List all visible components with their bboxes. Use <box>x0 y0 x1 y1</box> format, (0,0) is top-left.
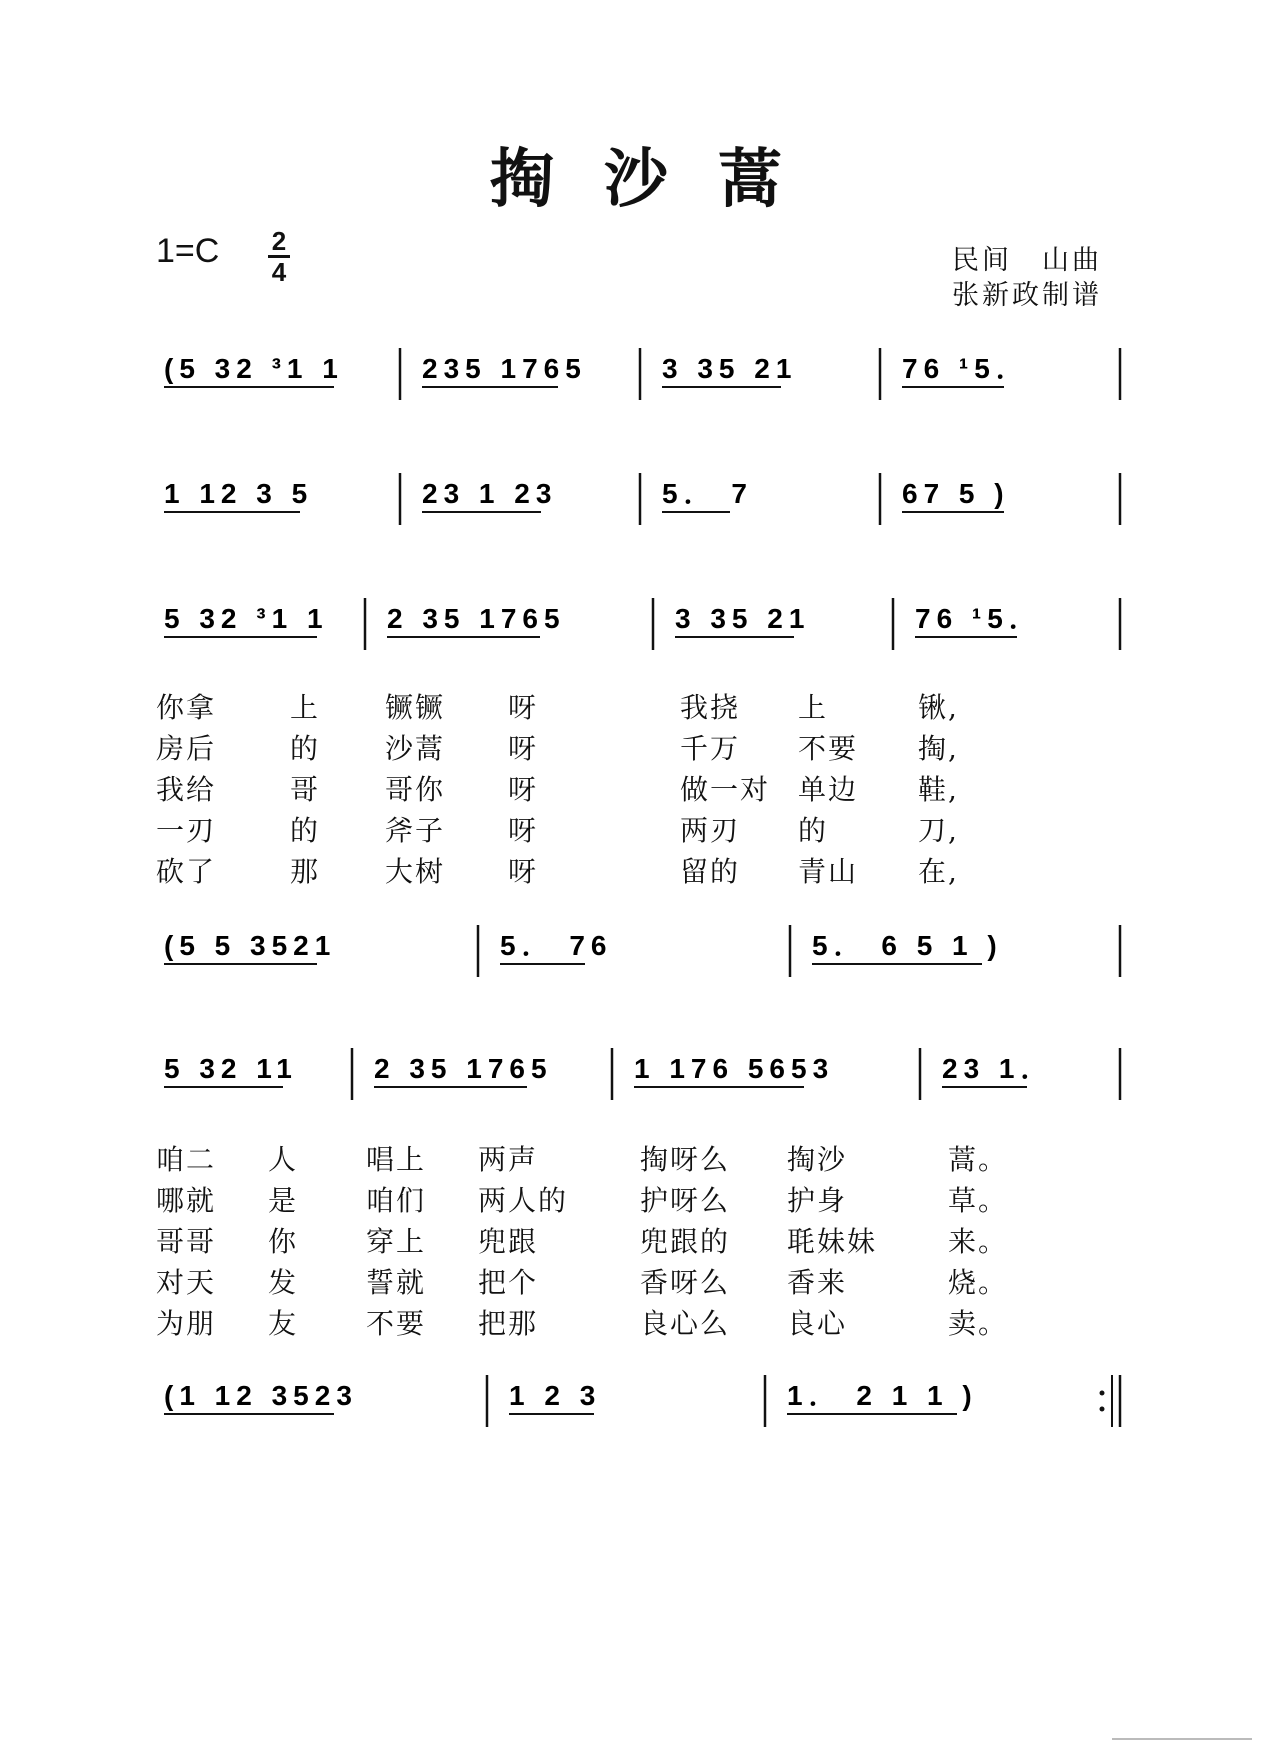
score-system <box>164 348 1120 400</box>
lyric-word-a: 刀, <box>918 814 959 847</box>
credit-origin: 民间 山曲 <box>952 245 1102 276</box>
lyric-word-a: 的 <box>290 814 321 847</box>
lyric-word-a: 镢镢 <box>385 691 446 724</box>
lyric-word-a: 哥你 <box>385 773 446 806</box>
lyric-word-a: 留的 <box>680 855 741 888</box>
lyric-word-a: 呀 <box>508 855 539 888</box>
measure-notes: 1． 2 1 1 ) <box>787 1380 978 1411</box>
lyric-word-b: 香来 <box>787 1266 848 1299</box>
lyric-word-b: 来。 <box>948 1225 1009 1258</box>
lyric-word-a: 上 <box>798 691 829 724</box>
lyric-word-b: 咱二 <box>156 1143 217 1176</box>
measure-notes: 23 1． <box>942 1053 1055 1084</box>
lyric-word-b: 为朋 <box>156 1307 217 1340</box>
credit-arranger: 张新政制谱 <box>952 280 1102 311</box>
lyric-word-b: 兜跟的 <box>640 1225 731 1258</box>
lyric-word-a: 做一对 <box>680 773 771 806</box>
time-signature-bottom: 4 <box>271 257 287 287</box>
lyric-word-b: 誓就 <box>366 1266 427 1299</box>
measure-notes: 5 32 ³1 1 <box>164 603 329 634</box>
measure-notes: 5． 7 <box>662 478 753 509</box>
lyric-word-a: 的 <box>290 732 321 765</box>
lyric-word-b: 掏呀么 <box>640 1143 731 1176</box>
measure-notes: 23 1 23 <box>422 478 558 509</box>
measure-notes: 5 32 11 <box>164 1053 298 1084</box>
lyric-word-b: 蒿。 <box>948 1143 1009 1176</box>
lyric-word-a: 斧子 <box>385 814 446 847</box>
song-title: 掏沙蒿 <box>490 142 832 217</box>
repeat-dot <box>1100 1407 1105 1412</box>
measure-notes: 1 176 5653 <box>634 1053 835 1084</box>
lyric-word-a: 不要 <box>798 732 859 765</box>
lyric-word-b: 是 <box>268 1184 299 1217</box>
lyric-word-b: 护呀么 <box>640 1184 731 1217</box>
lyric-word-a: 在, <box>918 855 959 888</box>
lyric-word-a: 哥 <box>290 773 321 806</box>
lyric-word-b: 对天 <box>156 1266 217 1299</box>
lyric-word-b: 人 <box>268 1143 299 1176</box>
lyric-word-b: 友 <box>268 1307 299 1340</box>
measure-notes: 3 35 21 <box>662 353 798 384</box>
lyric-word-b: 良心么 <box>640 1307 731 1340</box>
measure-notes: (1 12 3523 <box>164 1380 358 1411</box>
measure-notes: 5． 76 <box>500 930 613 961</box>
score-system <box>164 925 1120 977</box>
lyric-word-a: 我给 <box>156 773 217 806</box>
score-system <box>164 473 1120 525</box>
lyric-word-a: 青山 <box>798 855 859 888</box>
lyric-word-b: 毦妹妹 <box>787 1225 878 1258</box>
measure-notes: 2 35 1765 <box>387 603 566 634</box>
measure-notes: (5 5 3521 <box>164 930 337 961</box>
lyric-word-a: 砍了 <box>156 855 217 888</box>
lyric-word-b: 兜跟 <box>478 1225 539 1258</box>
lyric-word-a: 两刃 <box>680 814 741 847</box>
measure-notes: 5． 6 5 1 ) <box>812 930 1003 961</box>
measure-notes: 3 35 21 <box>675 603 811 634</box>
lyric-word-b: 哥哥 <box>156 1225 217 1258</box>
lyric-word-a: 一刃 <box>156 814 217 847</box>
lyric-word-a: 掏, <box>918 732 959 765</box>
lyric-word-b: 发 <box>268 1266 299 1299</box>
measure-notes: 2 35 1765 <box>374 1053 553 1084</box>
lyric-word-b: 护身 <box>787 1184 848 1217</box>
lyric-word-a: 的 <box>798 814 829 847</box>
lyric-word-b: 草。 <box>948 1184 1009 1217</box>
lyric-word-a: 千万 <box>680 732 741 765</box>
repeat-dot <box>1100 1391 1105 1396</box>
lyric-word-a: 大树 <box>385 855 446 888</box>
score-system <box>164 598 1120 650</box>
lyric-word-a: 你拿 <box>156 691 217 724</box>
lyric-word-b: 掏沙 <box>787 1143 848 1176</box>
lyric-word-b: 良心 <box>787 1307 848 1340</box>
score-system <box>164 1375 1120 1427</box>
lyric-word-a: 那 <box>290 855 321 888</box>
lyric-word-a: 上 <box>290 691 321 724</box>
lyric-word-a: 锹, <box>918 691 959 724</box>
lyric-word-a: 呀 <box>508 691 539 724</box>
lyric-word-b: 烧。 <box>948 1266 1009 1299</box>
lyric-word-b: 不要 <box>366 1307 427 1340</box>
lyric-word-b: 你 <box>268 1225 299 1258</box>
lyric-word-b: 两声 <box>478 1143 539 1176</box>
lyric-word-a: 我挠 <box>680 691 741 724</box>
measure-notes: 76 ¹5． <box>902 353 1030 384</box>
lyric-word-a: 呀 <box>508 773 539 806</box>
lyric-word-b: 两人的 <box>478 1184 569 1217</box>
lyric-word-a: 单边 <box>798 773 859 806</box>
lyric-word-a: 呀 <box>508 732 539 765</box>
key-signature: 1=C <box>156 232 220 270</box>
time-signature-top: 2 <box>271 226 287 256</box>
lyric-word-b: 唱上 <box>366 1143 427 1176</box>
score-system <box>164 1048 1120 1100</box>
lyric-word-b: 卖。 <box>948 1307 1009 1340</box>
watermark-mark <box>1112 1735 1252 1743</box>
lyric-word-b: 咱们 <box>366 1184 427 1217</box>
lyric-word-a: 沙蒿 <box>385 732 446 765</box>
lyric-word-b: 香呀么 <box>640 1266 731 1299</box>
lyric-word-b: 穿上 <box>366 1225 427 1258</box>
measure-notes: 76 ¹5． <box>915 603 1043 634</box>
lyric-word-a: 呀 <box>508 814 539 847</box>
measure-notes: (5 32 ³1 1 <box>164 353 344 384</box>
lyric-word-b: 把那 <box>478 1307 539 1340</box>
lyric-word-b: 把个 <box>478 1266 539 1299</box>
lyric-word-a: 房后 <box>156 732 217 765</box>
measure-notes: 67 5 ) <box>902 478 1010 509</box>
measure-notes: 1 2 3 <box>509 1380 602 1411</box>
measure-notes: 1 12 3 5 <box>164 478 314 509</box>
lyric-word-b: 哪就 <box>156 1184 217 1217</box>
measure-notes: 235 1765 <box>422 353 587 384</box>
lyric-word-a: 鞋, <box>918 773 959 806</box>
